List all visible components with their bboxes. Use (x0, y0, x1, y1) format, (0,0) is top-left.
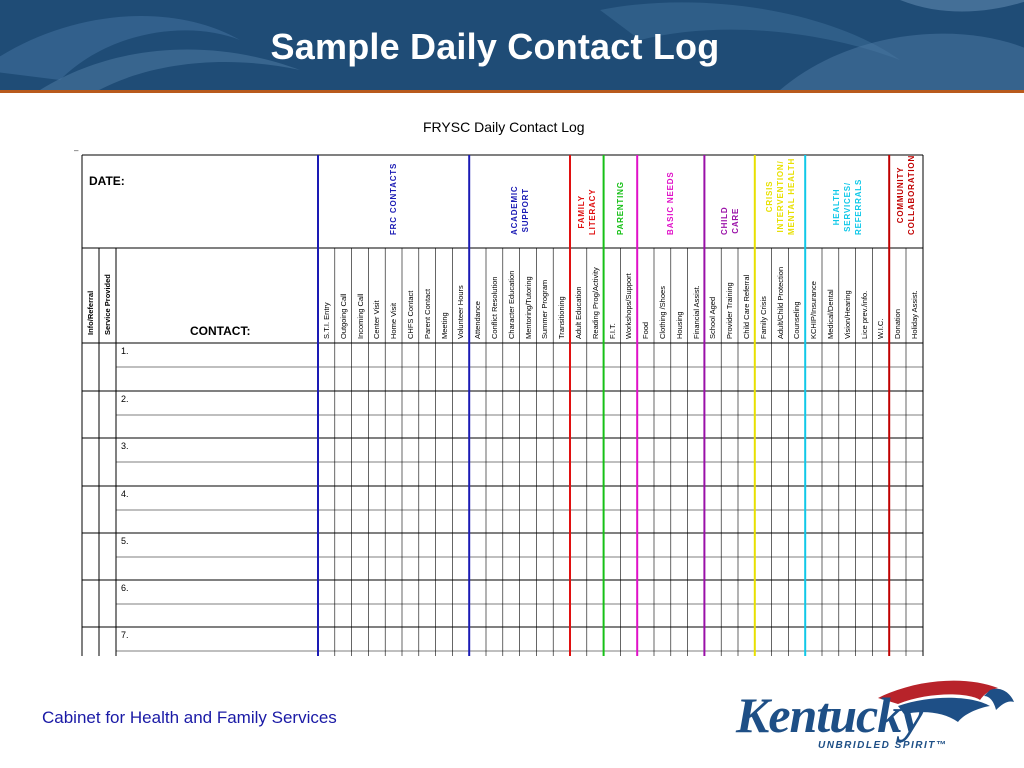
logo-wordmark: Kentucky (736, 687, 923, 743)
column-header: Reading Prog/Activity (590, 267, 600, 339)
entry-row-number: 3. (121, 441, 129, 451)
kentucky-logo (728, 676, 1018, 756)
category-header: CRISIS INTERVENTION/ MENTAL HEALTH (764, 157, 796, 235)
column-header: Home Visit (389, 302, 399, 339)
column-header: Lice prev./info. (859, 290, 869, 339)
category-header: FRC CONTACTS (389, 162, 399, 235)
entry-row-number: 5. (121, 536, 129, 546)
column-header: Food (641, 321, 651, 339)
sheet-marker: – (74, 146, 79, 155)
column-header: Incoming Call (355, 293, 365, 339)
category-header: CHILD CARE (719, 206, 740, 235)
column-header: Medical/Dental (826, 289, 835, 339)
column-header: F.I.T. (607, 323, 617, 339)
category-header: BASIC NEEDS (666, 171, 676, 235)
column-header: W.I.C. (876, 318, 886, 339)
column-header: Counseling (792, 301, 802, 339)
entry-row-number: 4. (121, 489, 129, 499)
column-header: Financial Assist. (691, 285, 701, 339)
date-label: DATE: (89, 174, 125, 188)
column-header: CHFS Contact (406, 290, 415, 339)
category-header: COMMUNITY COLLABORATION (896, 154, 916, 235)
form-title: FRYSC Daily Contact Log (423, 119, 585, 135)
column-header: Adult/Child Protection (775, 266, 785, 339)
category-header: PARENTING (615, 181, 625, 235)
info-referral-header: Info/Referral (86, 290, 95, 335)
entry-row-number: 7. (121, 630, 129, 640)
column-header: Provider Training (725, 282, 735, 339)
column-header: Summer Program (540, 279, 550, 339)
column-header: Attendance (473, 301, 483, 339)
column-header: Donation (893, 308, 903, 339)
entry-row-number: 6. (121, 583, 129, 593)
category-header: ACADEMIC SUPPORT (509, 185, 530, 235)
contact-label: CONTACT: (190, 324, 251, 338)
column-header: Holiday Assist. (910, 290, 919, 339)
column-header: Center Visit (372, 300, 382, 339)
column-header: Workshops/Support (624, 273, 634, 339)
column-header: Outgoing Call (338, 293, 348, 339)
column-header: S.T.I. Entry (322, 302, 331, 339)
column-header: Volunteer Hours (456, 285, 466, 339)
column-header: Housing (674, 311, 684, 339)
service-provided-header: Service Provided (103, 274, 112, 335)
column-header: Family Crisis (758, 296, 768, 339)
column-header: Parent Contact (422, 288, 432, 339)
category-header: HEALTH SERVICES/ REFERRALS (831, 178, 863, 235)
column-header: Child Care Referral (742, 274, 751, 339)
column-header: Clothing /Shoes (658, 286, 667, 339)
column-header: School Aged (708, 296, 718, 339)
entry-row-number: 1. (121, 346, 129, 356)
column-header: Mentoring/Tutoring (523, 276, 533, 339)
column-header: Vision/Hearing (842, 290, 852, 339)
category-header: FAMILY LITERACY (576, 188, 597, 235)
column-header: Transitioning (557, 296, 567, 339)
logo-tagline: UNBRIDLED SPIRIT™ (818, 740, 948, 751)
column-header: Meeting (439, 312, 449, 339)
column-header: KCHIP/Insurance (809, 281, 819, 339)
slide-title: Sample Daily Contact Log (270, 26, 720, 67)
footer-agency-name: Cabinet for Health and Family Services (42, 708, 337, 727)
entry-row-number: 2. (121, 394, 129, 404)
column-header: Conflict Resolution (490, 276, 499, 339)
column-header: Adult Education (574, 286, 583, 339)
column-header: Character Education (506, 270, 516, 339)
